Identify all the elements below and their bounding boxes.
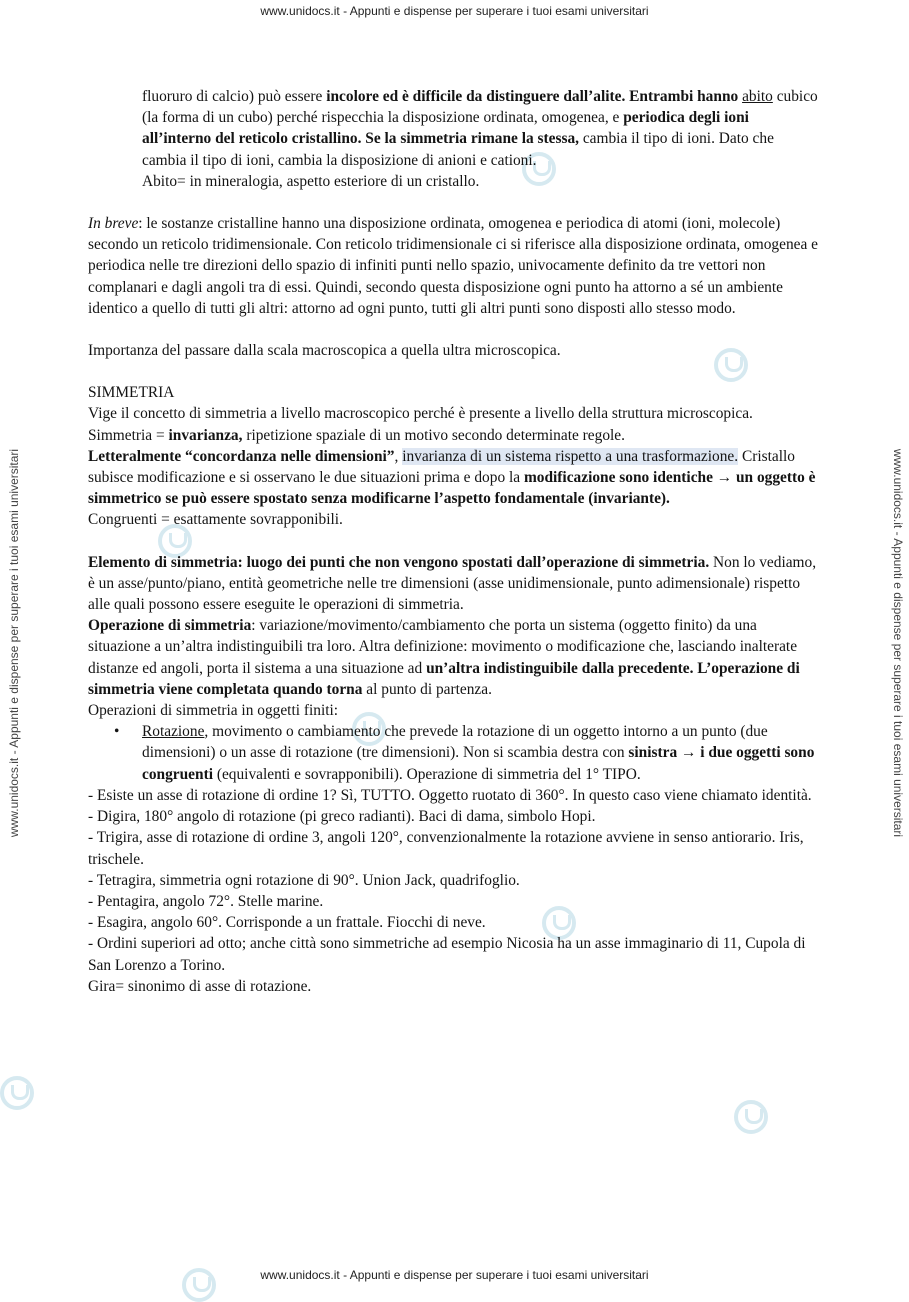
list-item — [88, 721, 818, 785]
operazione-paragraph — [88, 615, 818, 700]
elemento-paragraph — [88, 552, 818, 616]
intro-text: cubico (la forma di un cubo) perché rispecchia la disposizione ordinata, omogenea, e — [142, 88, 818, 127]
list-item: - Ordini superiori ad otto; anche città sono simmetriche ad esempio Nicosia ha un asse immaginario di 11, Cupola di San Lorenzo a Torino. — [88, 935, 806, 974]
watermark-logo-icon — [734, 1100, 768, 1134]
list-item: - Esagira, angolo 60°. Corrisponde a un frattale. Fiocchi di neve. — [88, 914, 486, 932]
list-item: - Tetragira, simmetria ogni rotazione di 90°. Union Jack, quadrifoglio. — [88, 871, 520, 889]
list-item: Gira= sinonimo di asse di rotazione. — [88, 977, 312, 995]
simmetria-text: Simmetria = — [88, 426, 169, 444]
abito-definition: Abito= in mineralogia, aspetto esteriore di un cristallo. — [142, 172, 480, 190]
simmetria-heading: SIMMETRIA — [88, 384, 175, 402]
elemento-text: Non lo vediamo, è un asse/punto/piano, entità geometriche nelle tre dimensioni (asse unidimensionale, punto adimensionale) rispetto alle quali possono essere eseguite le operazioni di simmetria. — [88, 553, 817, 614]
intro-text: fluoruro di calcio) può essere — [142, 88, 327, 105]
watermark-logo-icon — [0, 1076, 34, 1110]
list-item: - Esiste un asse di rotazione di ordine 1? Sì, TUTTO. Oggetto ruotato di 360°. In questo caso viene chiamato identità. — [88, 786, 812, 804]
modificazione-bold: modificazione sono identiche → un oggetto è simmetrico se può essere spostato senza modificarne l’aspetto fondamentale (invariante). — [88, 469, 816, 508]
list-item: - Digira, 180° angolo di rotazione (pi greco radianti). Baci di dama, simbolo Hopi. — [88, 808, 596, 826]
rotazione-list — [88, 721, 818, 785]
operazioni-finiti-paragraph: Operazioni di simmetria in oggetti finiti: — [88, 702, 339, 720]
operazione-text: al punto di partenza. — [362, 680, 492, 698]
rotazione-text: (equivalenti e sovrapponibili). Operazione di simmetria del 1° TIPO. — [212, 765, 641, 783]
rotazione-term: Rotazione — [142, 723, 205, 741]
intro-bold-text: periodica degli ioni all’interno del reticolo cristallino. Se la simmetria rimane la stessa, — [142, 109, 749, 148]
breve-text: : le sostanze cristalline hanno una disposizione ordinata, omogenea e periodica di atomi (ioni, molecole) secondo un reticolo tridimensionale. Con reticolo tridimensionale ci si riferisce alla disposizione ordinata, omogenea e periodica nelle tre direzioni dello spazio di infiniti punti nello spazio, univocamente definito da tre vettori non complanari e dagli angoli tra di essi. Quindi, secondo questa disposizione ogni punto ha attorno a sé un ambiente identico a quello di tutti gli altri: attorno ad ogni punto, tutti gli altri punti sono disposti allo stesso modo. — [88, 215, 818, 317]
rotazione-text: , movimento o cambiamento che prevede la rotazione di un oggetto intorno a un punto (due dimensioni) o un asse di rotazione (tre dimensioni). Non si scambia destra con — [142, 723, 768, 762]
elemento-bold-text: : luogo dei punti che non vengono spostati dall’operazione di simmetria. — [237, 553, 710, 571]
watermark-bottom: www.unidocs.it - Appunti e dispense per superare i tuoi esami universitari — [260, 1268, 649, 1282]
abito-term: abito — [742, 88, 773, 105]
importanza-paragraph: Importanza del passare dalla scala macroscopica a quella ultra microscopica. — [88, 342, 561, 360]
letteralmente-paragraph — [88, 446, 818, 510]
simmetria-text: , — [394, 447, 403, 465]
simmetria-text: ripetizione spaziale di un motivo secondo determinate regole. — [242, 426, 625, 444]
list-item: - Trigira, asse di rotazione di ordine 3, angoli 120°, convenzionalmente la rotazione avviene in senso antiorario. Iris, trischele. — [88, 829, 804, 868]
operazione-label: Operazione di simmetria — [88, 617, 252, 635]
breve-label: In breve — [88, 215, 139, 233]
operazione-text: : variazione/movimento/cambiamento che porta un sistema (oggetto finito) da una situazione a un’altra indistinguibili tra loro. Altra definizione: movimento o modificazione che, lasciando inalterate distanze ed angoli, porta il sistema a una situazione ad — [88, 617, 798, 677]
congruenti-paragraph: Congruenti = esattamente sovrapponibili. — [88, 511, 343, 529]
rotazione-bold-text: sinistra → i due oggetti sono congruenti — [142, 744, 815, 783]
breve-paragraph — [88, 213, 818, 319]
elemento-label: Elemento di simmetria — [88, 553, 238, 571]
document-page — [88, 86, 818, 997]
list-item: - Pentagira, angolo 72°. Stelle marine. — [88, 892, 324, 910]
watermark-logo-icon — [182, 1268, 216, 1302]
intro-paragraph — [88, 86, 818, 171]
simmetria-text: Cristallo subisce modificazione e si osservano le due situazioni prima e dopo la — [88, 447, 795, 487]
operazione-bold-text: un’altra indistinguibile dalla precedente. L’operazione di simmetria viene completata quando torna — [88, 659, 800, 698]
letteralmente-bold: Letteralmente “concordanza nelle dimensioni” — [88, 447, 395, 465]
watermark-right: www.unidocs.it - Appunti e dispense per superare i tuoi esami universitari — [891, 448, 905, 838]
intro-bold-text: incolore ed è difficile da distinguere dall’alite. Entrambi hanno — [326, 88, 739, 105]
watermark-left: www.unidocs.it - Appunti e dispense per superare i tuoi esami universitari — [7, 448, 21, 838]
intro-text: cambia il tipo di ioni. Dato che cambia il tipo di ioni, cambia la disposizione di anioni e cationi. — [142, 130, 774, 169]
highlighted-text: invarianza di un sistema rispetto a una trasformazione. — [402, 447, 739, 465]
simmetria-intro: Vige il concetto di simmetria a livello macroscopico perché è presente a livello della struttura microscopica. — [88, 405, 753, 423]
simmetria-definition — [88, 425, 818, 446]
invarianza-bold: invarianza, — [168, 426, 243, 444]
watermark-top: www.unidocs.it - Appunti e dispense per superare i tuoi esami universitari — [260, 4, 649, 18]
